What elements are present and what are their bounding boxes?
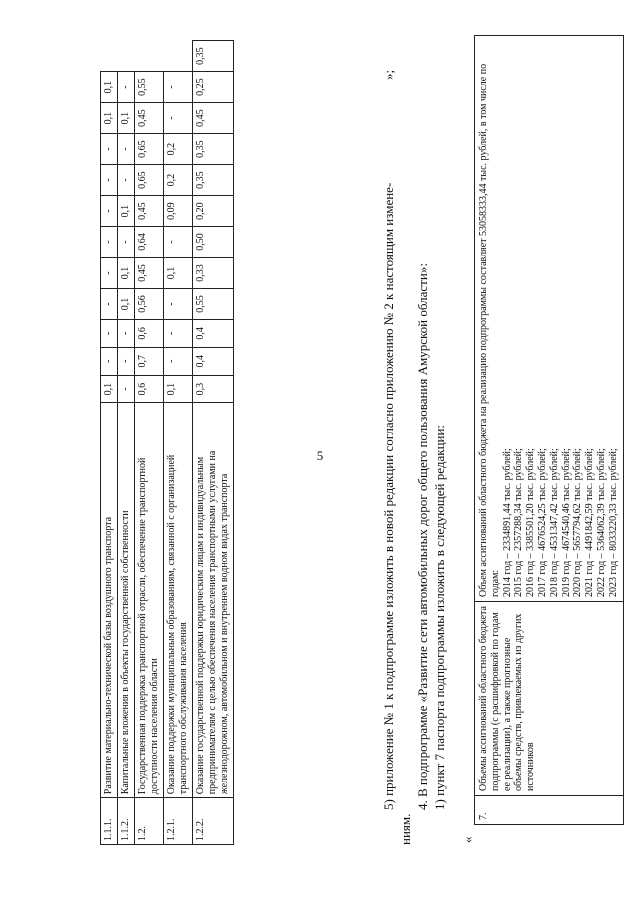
row-value: - bbox=[118, 375, 135, 403]
row-value: - bbox=[118, 227, 135, 258]
row-name: Капитальные вложения в объекты государственной собственности bbox=[118, 403, 135, 798]
year-line: 2018 год – 4531347,42 тыс. рублей; bbox=[548, 448, 560, 597]
row-value: 0,65 bbox=[135, 165, 164, 196]
row-value: - bbox=[118, 165, 135, 196]
row-value: 0,1 bbox=[101, 103, 118, 134]
plan-table bbox=[100, 40, 234, 845]
row-value: 0,65 bbox=[135, 134, 164, 165]
row-value: 0,1 bbox=[164, 375, 193, 403]
row-value: 0,1 bbox=[101, 375, 118, 403]
row-value: 0,1 bbox=[118, 196, 135, 227]
year-line: 2019 год – 4674540,46 тыс. рублей; bbox=[560, 448, 572, 597]
row-value: - bbox=[164, 289, 193, 320]
passport-intro: Объем ассигнований областного бюджета на реализацию подпрограммы составляет 53058333,44 тыс. рублей, в том числе по годам: bbox=[478, 63, 501, 597]
paragraph-4-1: 1) пункт 7 паспорта подпрограммы изложить в следующей редакции: bbox=[432, 424, 447, 810]
row-value: 0,09 bbox=[164, 196, 193, 227]
row-name: Оказание государственной поддержки юридическим лицам и индивидуальным предпринимателям с целью обеспечения населения транспортными услугами на железнодорожном, автомобильном и внутреннем водном видах транспорта bbox=[193, 403, 234, 798]
row-value: 0,2 bbox=[164, 134, 193, 165]
row-number: 1.1.2. bbox=[118, 798, 135, 845]
row-value: - bbox=[101, 196, 118, 227]
year-line: 2016 год – 3385501,20 тыс. рублей; bbox=[525, 448, 537, 597]
row-value: 0,1 bbox=[118, 103, 135, 134]
row-value: 0,35 bbox=[193, 134, 234, 165]
row-value: - bbox=[101, 165, 118, 196]
row-value: 0,50 bbox=[193, 227, 234, 258]
row-value: - bbox=[118, 72, 135, 103]
row-number: 1.2.1. bbox=[164, 798, 193, 845]
row-value: 0,6 bbox=[135, 320, 164, 348]
row-value: - bbox=[164, 227, 193, 258]
row-value: 0,45 bbox=[135, 258, 164, 289]
row-value: - bbox=[101, 289, 118, 320]
row-value: 0,1 bbox=[164, 258, 193, 289]
year-line: 2015 год – 2357288,34 тыс. рублей; bbox=[513, 448, 525, 597]
row-value: 0,1 bbox=[101, 72, 118, 103]
row-value: 0,64 bbox=[135, 227, 164, 258]
row-value: 0,7 bbox=[135, 347, 164, 375]
row-value: - bbox=[101, 227, 118, 258]
passport-table bbox=[474, 35, 624, 825]
rotated-content bbox=[88, 0, 638, 905]
row-value: - bbox=[118, 320, 135, 348]
row-name: Государственная поддержка транспортной отрасли, обеспечение транспортной доступности населения области bbox=[135, 403, 164, 798]
paragraph-5-line2: ниям. bbox=[398, 813, 413, 845]
row-value: 0,25 bbox=[193, 72, 234, 103]
year-line: 2021 год – 4491842,59 тыс. рублей; bbox=[584, 448, 596, 597]
row-value: 0,55 bbox=[193, 289, 234, 320]
row-value: 0,3 bbox=[193, 375, 234, 403]
row-number: 1.1.1. bbox=[101, 798, 118, 845]
row-value: 0,20 bbox=[193, 196, 234, 227]
year-line: 2023 год – 8033220,33 тыс. рублей; bbox=[607, 448, 619, 597]
year-line: 2022 год – 5364062,39 тыс. рублей; bbox=[595, 448, 607, 597]
page-number: 5 bbox=[316, 448, 324, 463]
row-value: - bbox=[118, 134, 135, 165]
row-value: 0,4 bbox=[193, 320, 234, 348]
row-value: 0,35 bbox=[193, 165, 234, 196]
table-close-quote: »; bbox=[381, 69, 396, 80]
row-value: 0,45 bbox=[135, 196, 164, 227]
year-line: 2017 год – 4676524,25 тыс. рублей; bbox=[536, 448, 548, 597]
row-value: - bbox=[164, 320, 193, 348]
row-value: - bbox=[101, 258, 118, 289]
passport-item-label: Объемы ассигнований областного бюджета подпрограммы (с расшифровкой по годам ее реализации), а также прогнозные объемы средств, привлекаемых из других источников bbox=[475, 602, 624, 796]
row-value: 0,4 bbox=[193, 347, 234, 375]
year-line: 2014 год – 2334891,44 тыс. рублей; bbox=[501, 448, 513, 597]
row-value: 0,2 bbox=[164, 165, 193, 196]
row-value: 0,6 bbox=[135, 375, 164, 403]
row-value: - bbox=[118, 347, 135, 375]
paragraph-4: 4. В подпрограмме «Развитие сети автомобильных дорог общего пользования Амурской области»: bbox=[415, 263, 430, 810]
row-value: 0,45 bbox=[135, 103, 164, 134]
row-value: 0,1 bbox=[118, 289, 135, 320]
year-line: 2020 год – 5657794,62 тыс. рублей; bbox=[572, 448, 584, 597]
table-row bbox=[164, 41, 193, 845]
passport-row bbox=[475, 36, 624, 825]
row-value: 0,55 bbox=[135, 72, 164, 103]
row-value: 0,56 bbox=[135, 289, 164, 320]
open-quote: « bbox=[460, 836, 475, 843]
table-row bbox=[118, 41, 135, 845]
row-value: - bbox=[101, 320, 118, 348]
row-number: 1.2.2. bbox=[193, 798, 234, 845]
passport-item-number: 7. bbox=[475, 796, 624, 825]
row-name: Оказание поддержки муниципальным образованиям, связанной с организацией транспортного обслуживания населения bbox=[164, 403, 193, 798]
table-row bbox=[193, 41, 234, 845]
row-number: 1.2. bbox=[135, 798, 164, 845]
row-value: - bbox=[164, 347, 193, 375]
row-value: 0,1 bbox=[118, 258, 135, 289]
row-name: Развитие материально-технической базы воздушного транспорта bbox=[101, 403, 118, 798]
row-value: 0,33 bbox=[193, 258, 234, 289]
row-value: 0,35 bbox=[193, 41, 234, 72]
row-value: 0,45 bbox=[193, 103, 234, 134]
table-row bbox=[101, 41, 118, 845]
paragraph-5-line1: 5) приложение № 1 к подпрограмме изложить в новой редакции согласно приложению № 2 к настоящим измене- bbox=[381, 182, 396, 810]
passport-item-value bbox=[475, 36, 624, 602]
row-value: - bbox=[101, 347, 118, 375]
row-value: - bbox=[101, 134, 118, 165]
row-value: - bbox=[164, 103, 193, 134]
table-row bbox=[135, 41, 164, 845]
row-value: - bbox=[164, 72, 193, 103]
